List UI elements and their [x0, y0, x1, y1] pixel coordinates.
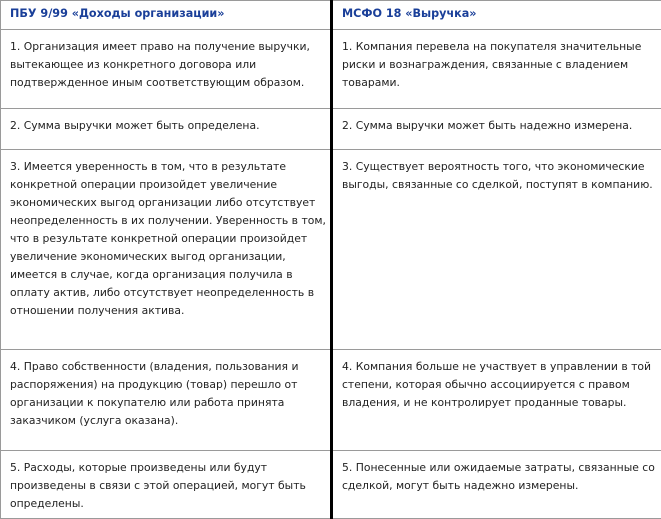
table-row — [1, 349, 661, 450]
table-cell-ifrs — [332, 451, 661, 519]
header-ifrs: МСФО 18 «Выручка» — [332, 1, 661, 30]
table-cell-pbu — [1, 30, 332, 109]
cell-text: 4. Компания больше не участвует в управлении в той степени, которая обычно ассоциируется с правом владения, и не контролирует проданные товары. — [342, 359, 652, 409]
cell-text: 5. Понесенные или ожидаемые затраты, связанные со сделкой, могут быть надежно измерены. — [342, 461, 655, 492]
table-cell-pbu — [1, 349, 332, 450]
cell-text: 3. Существует вероятность того, что экономические выгоды, связанные со сделкой, поступят в компанию. — [342, 159, 653, 191]
table-row — [1, 149, 661, 349]
cell-text: 4. Право собственности (владения, пользования и распоряжения) на продукцию (товар) перешло от организации к покупателю или работа принята заказчиком (услуга оказана). — [10, 359, 299, 427]
cell-text: 5. Расходы, которые произведены или будут произведены в связи с этой операцией, могут быть определены. — [10, 461, 306, 510]
cell-text: 1. Организация имеет право на получение выручки, вытекающее из конкретного договора или подтвержденное иным соответствующим образом. — [10, 40, 310, 89]
table-header-row — [1, 1, 661, 30]
header-pbu: ПБУ 9/99 «Доходы организации» — [1, 1, 332, 30]
table-cell-pbu — [1, 109, 332, 150]
table-cell-pbu — [1, 451, 332, 519]
table-row — [1, 109, 661, 150]
cell-text: 3. Имеется уверенность в том, что в результате конкретной операции произойдет увеличение экономических выгод организации либо отсутствует неопределенность в их получении. Уверенность в том, что в результате конкретной операции произойдет увеличение экономических выгод организации, имеется в случае, когда организация получила в оплату актив, либо отсутствует неопределенность в отношении получения актива. — [10, 159, 326, 317]
table-cell-ifrs — [332, 109, 661, 150]
table-row — [1, 451, 661, 519]
table-row — [1, 30, 661, 109]
table-cell-ifrs — [332, 30, 661, 109]
table-cell-pbu — [1, 149, 332, 349]
cell-text: 2. Сумма выручки может быть надежно измерена. — [342, 119, 633, 133]
cell-text: 1. Компания перевела на покупателя значительные риски и вознаграждения, связанные с владением товарами. — [342, 40, 642, 89]
table-cell-ifrs — [332, 149, 661, 349]
cell-text: 2. Сумма выручки может быть определена. — [10, 119, 260, 133]
table-cell-ifrs — [332, 349, 661, 450]
